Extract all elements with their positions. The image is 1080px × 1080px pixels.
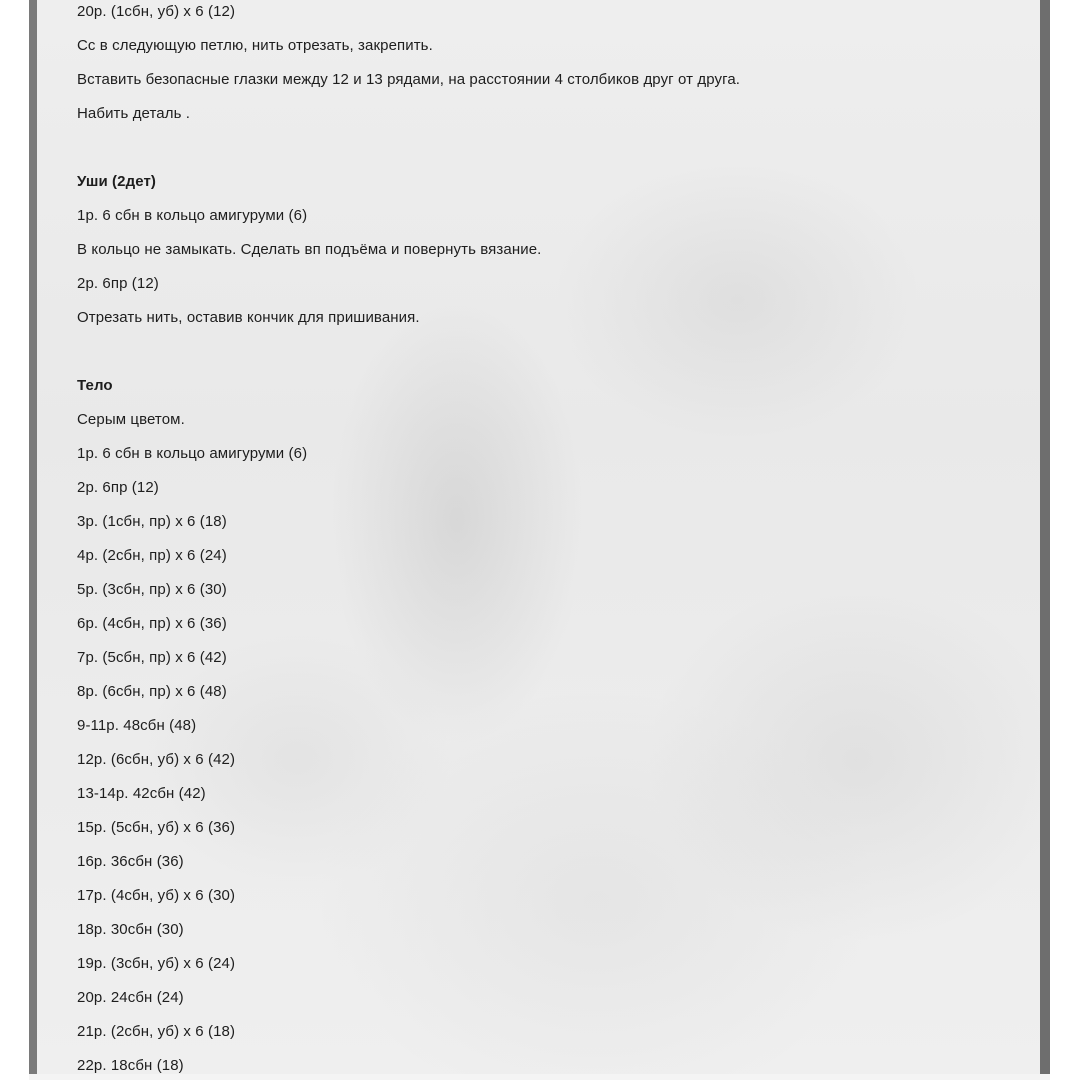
ears-line: В кольцо не замыкать. Сделать вп подъёма и повернуть вязание. (77, 241, 542, 258)
body-line: 1р. 6 сбн в кольцо амигуруми (6) (77, 445, 308, 462)
body-line: 2р. 6пр (12) (77, 479, 159, 496)
body-line: 20р. 24сбн (24) (77, 989, 184, 1006)
intro-line: 20р. (1сбн, уб) х 6 (12) (77, 3, 236, 20)
body-line: 19р. (3сбн, уб) х 6 (24) (77, 955, 236, 972)
intro-line: Сс в следующую петлю, нить отрезать, закрепить. (77, 37, 433, 54)
document-page (37, 0, 1040, 1074)
ears-line: 2р. 6пр (12) (77, 275, 159, 292)
ears-line: 1р. 6 сбн в кольцо амигуруми (6) (77, 207, 308, 224)
body-line: 12р. (6сбн, уб) х 6 (42) (77, 751, 236, 768)
body-line: 6р. (4сбн, пр) х 6 (36) (77, 615, 227, 632)
body-heading: Тело (77, 377, 113, 394)
body-line: 21р. (2сбн, уб) х 6 (18) (77, 1023, 236, 1040)
ears-line: Отрезать нить, оставив кончик для пришивания. (77, 309, 420, 326)
bottom-strip (29, 1074, 1050, 1080)
body-line: 17р. (4сбн, уб) х 6 (30) (77, 887, 236, 904)
right-border (1040, 0, 1050, 1074)
body-line: 7р. (5сбн, пр) х 6 (42) (77, 649, 227, 666)
body-line: 22р. 18сбн (18) (77, 1057, 184, 1074)
body-line: 15р. (5сбн, уб) х 6 (36) (77, 819, 236, 836)
intro-line: Набить деталь . (77, 105, 191, 122)
body-line: 13-14р. 42сбн (42) (77, 785, 206, 802)
left-border (29, 0, 37, 1074)
body-line: 5р. (3сбн, пр) х 6 (30) (77, 581, 227, 598)
body-line: 9-11р. 48сбн (48) (77, 717, 197, 734)
body-line: 18р. 30сбн (30) (77, 921, 184, 938)
body-line: 3р. (1сбн, пр) х 6 (18) (77, 513, 227, 530)
body-line: 16р. 36сбн (36) (77, 853, 184, 870)
body-line: 8р. (6сбн, пр) х 6 (48) (77, 683, 227, 700)
intro-line: Вставить безопасные глазки между 12 и 13 рядами, на расстоянии 4 столбиков друг от друга. (77, 71, 741, 88)
body-line: 4р. (2сбн, пр) х 6 (24) (77, 547, 227, 564)
body-line: Серым цветом. (77, 411, 185, 428)
ears-heading: Уши (2дет) (77, 173, 156, 190)
